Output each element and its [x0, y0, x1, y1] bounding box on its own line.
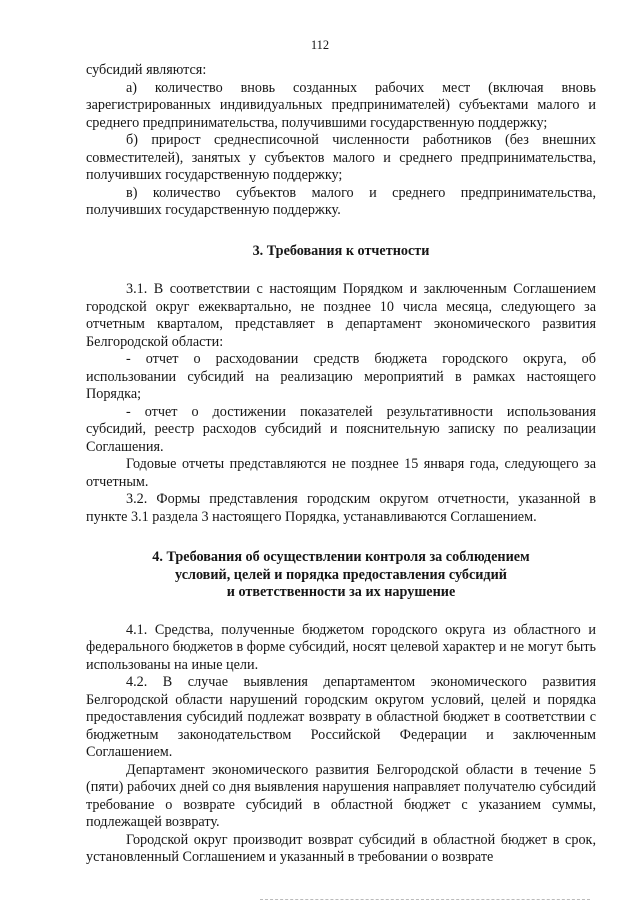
page-number: 112 [310, 38, 330, 52]
paragraph-annual-reports: Годовые отчеты представляются не позднее 15 января года, следующего за отчетным. [86, 456, 596, 490]
section-4-heading-line-3: и ответственности за их нарушение [226, 584, 456, 600]
paragraph-item-c: в) количество субъектов малого и среднего предпринимательства, получивших государственную поддержку. [86, 184, 596, 218]
paragraph-department-requirement: Департамент экономического развития Белгородской области в течение 5 (пяти) рабочих дней со дня выявления нарушения направляет получателю субсидий требование о возврате субсидий в областной бюджет с указанием суммы, подлежащей возврату. [86, 761, 596, 830]
paragraph-3-1: 3.1. В соответствии с настоящим Порядком и заключенным Соглашением городской округ ежеквартально, не позднее 10 числа месяца, следующего за отчетным кварталом, представляет в департамент экономического развития Белгородской области: [86, 281, 596, 350]
paragraph-item-b: б) прирост среднесписочной численности работников (без внешних совместителей), занятых у субъектов малого и среднего предпринимательства, получивших государственную поддержку; [86, 132, 596, 183]
paragraph: субсидий являются: [86, 62, 207, 78]
paragraph-4-2: 4.2. В случае выявления департаментом экономического развития Белгородской области нарушений городским округом условий, целей и порядка предоставления субсидий подлежат возврату в областной бюджет в соответствии с бюджетным законодательством Российской Федерации и заключенным Соглашением. [86, 674, 596, 760]
section-4-heading [86, 549, 596, 602]
section-4-heading-line-2: условий, целей и порядка предоставления субсидий [175, 566, 507, 583]
section-3-heading: 3. Требования к отчетности [252, 242, 430, 259]
paragraph-4-1: 4.1. Средства, полученные бюджетом городского округа из областного и федерального бюджетов в форме субсидий, носят целевой характер и не могут быть использованы на иные цели. [86, 621, 596, 673]
paragraph-item-a: а) количество вновь созданных рабочих мест (включая вновь зарегистрированных индивидуальных предпринимателей) субъектами малого и среднего предпринимательства, получившими государственную поддержку; [86, 79, 596, 131]
document-body [86, 62, 596, 867]
paragraph-3-2: 3.2. Формы представления городским округом отчетности, указанной в пункте 3.1 раздела 3 настоящего Порядка, устанавливаются Соглашением. [86, 491, 596, 525]
section-4-heading-line-1: 4. Требования об осуществлении контроля за соблюдением [152, 549, 530, 565]
paragraph-3-1-bullet-1: - отчет о расходовании средств бюджета городского округа, об использовании субсидий на реализацию мероприятий в рамках настоящего Порядка; [86, 351, 596, 402]
scan-edge-line [260, 899, 590, 901]
paragraph-3-1-bullet-2: - отчет о достижении показателей результативности использования субсидий, реестр расходов субсидий и пояснительную записку по реализации Соглашения. [86, 403, 596, 455]
paragraph-refund: Городской округ производит возврат субсидий в областной бюджет в срок, установленный Соглашением и указанный в требовании о возврате [86, 831, 596, 865]
